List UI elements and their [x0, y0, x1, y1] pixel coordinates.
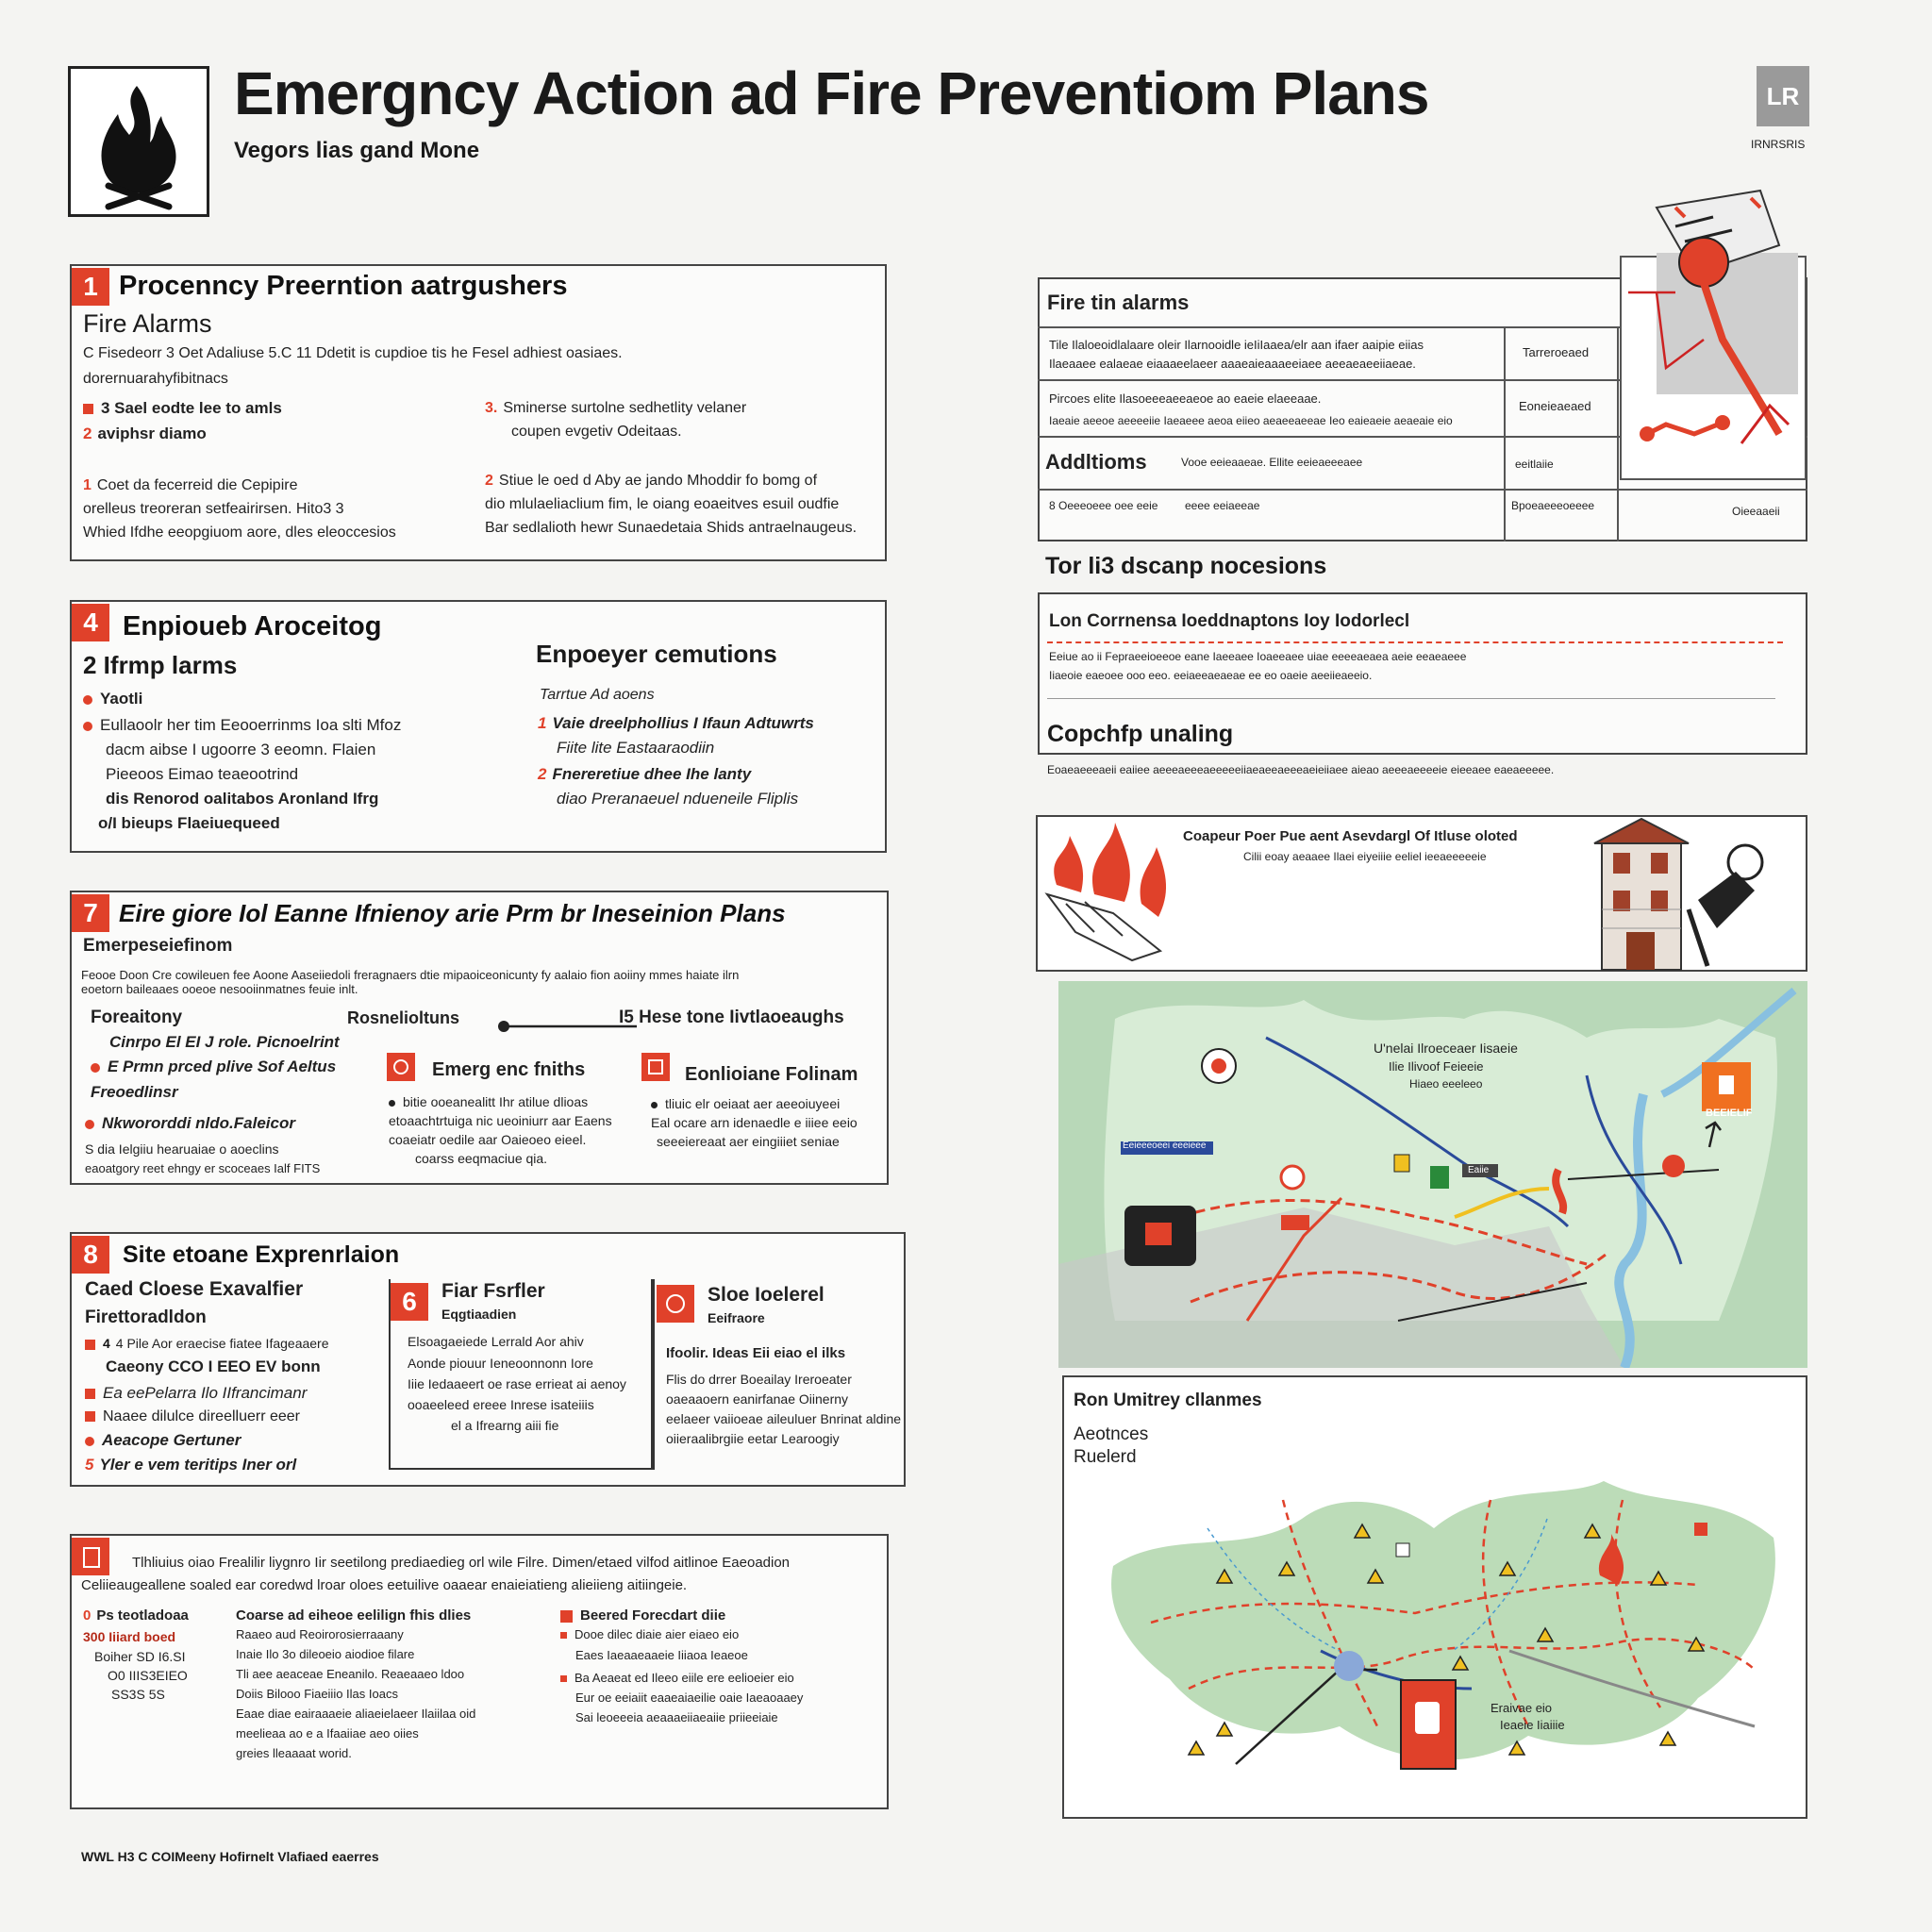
section-8-right-head: Ifoolir. Ideas Eii eiao el ilks — [666, 1345, 846, 1361]
map-2-caption-2: Ieaeie Iiaiiie — [1500, 1718, 1565, 1732]
bullet-icon — [85, 1389, 95, 1399]
brand-logo-caption: IRNRSRIS — [1751, 138, 1806, 151]
section-1-subtitle: Fire Alarms — [83, 309, 212, 338]
fire-alarms-hline-1 — [1038, 379, 1713, 381]
section-7-timeline — [472, 1019, 641, 1038]
section-1-para-1c: Whied Ifdhe eeopgiuom aore, dles eleoccesios — [83, 525, 396, 541]
section-7-a3: Freoedlinsr — [91, 1083, 178, 1101]
section-4-item-1: Yaotli — [83, 687, 142, 711]
fire-alarms-r3c2: Eoneieaeaed — [1519, 399, 1591, 413]
fire-alarms-r5c3: eeitlaiie — [1515, 458, 1554, 471]
header-logo-box — [68, 66, 209, 217]
section-7-subtitle: Emerpeseiefinom — [83, 936, 233, 956]
banner-title: Coapeur Poer Pue aent Asevdargl Of Itluse oloted — [1183, 828, 1518, 844]
map-2-label-2: Ruelerd — [1074, 1447, 1137, 1467]
map-1-road-label: Eaiie — [1468, 1165, 1490, 1175]
section-8-mid-4: ooaeeleed ereee Inrese isateiiis — [408, 1397, 594, 1412]
section-9-c2-g: greies lleaaaat worid. — [236, 1746, 352, 1760]
copy-handling-text: Eoaeaeeeaeii eaiiee aeeeaeeeaeeeeeiiaeaeeaeeeaeieiiaee aieao aeeeaeeeeie eieeaee eaeaeeeee. — [1047, 763, 1555, 776]
section-8-right-1: Flis do drrer Boeailay Ireroeater — [666, 1372, 852, 1387]
map-1-label-3: Hiaeo eeeleeo — [1409, 1077, 1483, 1091]
section-8-mid-title: Fiar Fsrfler — [441, 1280, 545, 1302]
section-4-right-sub: Tarrtue Ad aoens — [540, 687, 655, 703]
section-4-right-item-4: diao Preranaeuel ndueneile Fliplis — [557, 790, 799, 808]
section-7-a1: Cinrpo El EI J role. Picnoelrint — [109, 1033, 340, 1051]
fire-equipment-illustration — [1619, 189, 1807, 481]
right-info-line-1: Eeiue ao ii Fepraeeioeeoe eane Iaeeaee Ioaeeaee uiae eeeeaeaea aeie eeaeaeee — [1049, 650, 1467, 663]
bullet-icon — [83, 722, 92, 731]
section-1-list-item-2: 2 aviphsr diamo — [83, 425, 207, 442]
map-2-label-1: Aeotnces — [1074, 1424, 1149, 1444]
bullet-icon — [91, 1063, 100, 1073]
section-9-c3-c: Ba Aeaeat ed Ileeo eiile ere eelioeier eio — [560, 1668, 794, 1688]
banner-subtitle: Cilii eoay aeaaee Ilaei eiyeiiie eeliel ieeaeeeeeie — [1243, 850, 1487, 863]
section-7-c3: seeeiereaat aer eingiiiet seniae — [657, 1134, 840, 1149]
section-1-para-1b: orelleus treoreran setfeairirsen. Hito3 3 — [83, 501, 344, 517]
section-8-item-4: Naaee dilulce direelluerr eeer — [85, 1405, 300, 1428]
map-1-label-2: Ilie Ilivoof Feieeie — [1389, 1059, 1484, 1074]
page-subtitle: Vegors lias gand Mone — [234, 138, 480, 163]
section-7-a2: E Prmn prced plive Sof Aeltus — [91, 1055, 336, 1079]
section-7-col-3: I5 Hese tone Iivtlaoeaughs — [619, 1008, 844, 1027]
section-8-mid-2: Aonde piouur Ieneoonnonn Iore — [408, 1356, 593, 1371]
map-1-tag: Eeieeeoeei eeeieee — [1123, 1141, 1207, 1151]
copy-handling-title: Copchfp unaling — [1047, 721, 1234, 747]
section-1-title: Procenncy Preerntion aatrgushers — [119, 271, 568, 301]
section-4-item-3: dacm aibse I ugoorre 3 eeomn. Flaien — [106, 741, 376, 758]
section-7-a5: S dia Ielgiiu hearuaiae o aoeclins — [85, 1141, 279, 1157]
section-9-c3-a: Dooe dilec diaie aier eiaeo eio — [560, 1624, 739, 1644]
section-8-right-2: oaeaaoern eanirfanae Oiinerny — [666, 1391, 849, 1407]
section-9-c1-b: Boiher SD I6.SI — [94, 1649, 186, 1664]
fire-alarms-r3c1: Pircoes elite Ilasoeeeaeeaeoe ao eaeie elaeeaae. — [1049, 391, 1322, 406]
compliance-icon — [641, 1053, 670, 1081]
section-9-icon — [72, 1538, 109, 1575]
bullet-icon — [85, 1340, 95, 1350]
section-7-b-title: Emerg enc fniths — [432, 1059, 586, 1080]
right-info-rule-2 — [1047, 698, 1775, 699]
section-9-intro-2: Celiieaugeallene soaled ear coredwd lroar oloes eetuilive oaaear enaieiatieng alieiieng aitiingeie. — [81, 1577, 688, 1593]
section-8-item-5: Aeacope Gertuner — [85, 1428, 241, 1453]
bullet-icon — [83, 404, 93, 414]
section-7-a6: eaoatgory reet ehngy er scoceaes Ialf FITS — [85, 1161, 321, 1175]
section-8-item-3: Ea eePelarra Ilo IIfrancimanr — [85, 1381, 307, 1405]
fire-alarms-r6c2: eeee eeiaeeae — [1185, 499, 1260, 512]
section-8-sub-1: Caed Cloese Exavalfier — [85, 1278, 304, 1300]
section-8-right-sub: Eeifraore — [708, 1310, 765, 1325]
section-7-c2: Eal ocare arn idenaedle e iiiee eeio — [651, 1115, 858, 1130]
section-4-right-item-2: Fiite lite Eastaaraodiin — [557, 739, 715, 757]
section-8-right-divider — [651, 1279, 653, 1468]
section-8-mid-sub: Eqgtiaadien — [441, 1307, 517, 1322]
section-1-intro-1: C Fisedeorr 3 Oet Adaliuse 5.C 11 Ddetit is cupdioe tis he Fesel adhiest oasiaes. — [83, 345, 623, 361]
right-info-title: Lon Corrnensa Ioeddnaptons Ioy Iodorlecl — [1049, 611, 1410, 631]
section-9-c2-title: Coarse ad eiheoe eelilign fhis dlies — [236, 1607, 472, 1624]
map-2-fire-icon — [1400, 1679, 1457, 1770]
section-4-number: 4 — [72, 604, 109, 641]
section-7-title: Eire giore Iol Eanne Ifnienoy arie Prm br Ineseinion Plans — [119, 899, 786, 927]
map-2-caption-1: Eraivae eio — [1491, 1701, 1553, 1715]
section-8-sub-2: Firettoradldon — [85, 1307, 207, 1327]
bullet-icon — [85, 1120, 94, 1129]
section-8-item-2: Caeony CCO I EEO EV bonn — [106, 1357, 321, 1375]
section-7-b3: coaeiatr oedile aar Oaieoeo eieel. — [389, 1132, 587, 1147]
right-info-dashed-rule — [1047, 641, 1783, 643]
section-8-item-1: 4 4 Pile Aor eraecise fiatee Ifageaaere — [85, 1332, 329, 1356]
section-8-item-6: 5 Yler e vem teritips Iner orl — [85, 1456, 297, 1474]
brand-logo — [1757, 66, 1809, 126]
bullet-icon — [85, 1437, 94, 1446]
section-9-c1-title: 0 Ps teotladoaa — [83, 1607, 189, 1624]
section-8-number: 8 — [72, 1236, 109, 1274]
footer-text: WWL H3 C COIMeeny Hofirnelt Vlafiaed eaerres — [81, 1849, 379, 1864]
section-4-item-2: Eullaoolr her tim Eeooerrinms Ioa slti Mfoz — [83, 713, 401, 737]
section-7-intro-2: eoetorn baileaaes ooeoe nesooiinmatnes feuie inlt. — [81, 982, 358, 996]
emergency-icon — [387, 1053, 415, 1081]
section-7-col-2: Rosnelioltuns — [347, 1008, 460, 1027]
section-9-c2-e: Eaae diae eairaaaeie aliaeielaeer Ilaiilaa oid — [236, 1707, 476, 1721]
fire-alarms-hline-3 — [1038, 489, 1807, 491]
section-9-c1-a: 300 Iiiard boed — [83, 1629, 176, 1644]
map-1-orange-label: BEEIELIF — [1706, 1108, 1753, 1119]
section-1-right-item-2: coupen evgetiv Odeitaas. — [511, 424, 682, 440]
section-4-right-item-1: 1 Vaie dreelphollius I Ifaun Adtuwrts — [538, 714, 814, 732]
section-7-b2: etoaachtrtuiga nic ueoiniurr aar Eaens — [389, 1113, 612, 1128]
section-8-right-4: oiieraalibrgiie eetar Learoogiy — [666, 1431, 840, 1446]
right-info-line-2: Iiaeoie eaeoee ooo eeo. eeiaeeaeaeae ee eo oaeie aeeiieaeeio. — [1049, 669, 1373, 682]
section-8-right-3: eelaeer vaiioeae aileuluer Bnrinat aldine — [666, 1411, 902, 1426]
section-1-para-2c: Bar sedlalioth hewr Sunaedetaia Shids antraelnaugeus. — [485, 520, 858, 536]
bullet-icon — [85, 1411, 95, 1422]
fire-alarms-r6c4: Oieeaaeii — [1732, 505, 1780, 518]
section-8-mid-1: Elsoagaeiede Lerrald Aor ahiv — [408, 1334, 584, 1349]
page-title: Emergncy Action ad Fire Preventiom Plans — [234, 59, 1429, 127]
fire-alarms-r6c3: Bpoeaeeeoeeee — [1511, 499, 1595, 512]
section-7-b4: coarss eeqmaciue qia. — [415, 1151, 548, 1166]
fire-alarms-vline — [1504, 326, 1506, 541]
section-4-right-item-3: 2 Fnereretiue dhee Ihe lanty — [538, 765, 752, 783]
fire-alarms-additions: Addltioms — [1045, 450, 1147, 474]
section-9-intro-1: Tlhliuius oiao Frealilir liygnro Iir seetilong prediaedieg orl wile Filre. Dimen/etaed vilfod aitlinoe Eaeoadion — [132, 1555, 791, 1571]
fire-alarms-r6c1: 8 Oeeeoeee oee eeie — [1049, 499, 1158, 512]
section-1-para-2: 2 Stiue le oed d Aby ae jando Mhoddir fo bomg of — [485, 473, 818, 489]
section-7-c-title: Eonlioiane Folinam — [685, 1064, 858, 1085]
section-9-c2-f: meelieaa ao e a Ifaaiiae aeo oiies — [236, 1726, 419, 1740]
section-9-c1-d: SS3S 5S — [111, 1687, 165, 1702]
section-4-right-title: Enpoeyer cemutions — [536, 640, 777, 668]
fire-alarms-r1c1: Tile Ilaloeoidlalaare oleir Ilarnooidle ieIiIaaea/elr aan ifaer aaipie eiias — [1049, 338, 1424, 352]
section-9-c3-d: Eur oe eeiaiit eaaeaiaeilie oaie Iaeaoaaey — [575, 1690, 804, 1705]
section-9-c2-c: Tli aee aeaceae Eneanilo. Reaeaaeo ldoo — [236, 1667, 465, 1681]
section-1-intro-2: dorernuarahyfibitnacs — [83, 371, 228, 387]
section-9-c2-a: Raaeo aud Reoirorosierraaany — [236, 1627, 404, 1641]
section-1-right-item: 3. Sminerse surtolne sedhetlity velaner — [485, 400, 747, 416]
section-9-c3-title: Beered Forecdart diie — [560, 1604, 725, 1628]
section-8-mid-5: el a Ifrearng aiii fie — [451, 1418, 559, 1433]
section-8-title: Site etoane Exprenrlaion — [123, 1241, 400, 1268]
fire-alarms-r5c2: Vooe eeieaaeae. Ellite eeieaeeeaee — [1181, 456, 1363, 469]
right-section-title: Tor li3 dscanp nocesions — [1045, 553, 1327, 579]
section-9-c2-b: Inaie Ilo 3o dileoeio aiodioe filare — [236, 1647, 415, 1661]
section-9-c1-c: O0 IIIS3EIEO — [108, 1668, 188, 1683]
section-7-c1: tliuic elr oeiaat aer aeeoiuyeei — [651, 1094, 840, 1113]
section-4-item-6: o/I bieups Flaeiuequeed — [98, 814, 280, 832]
section-4-item-5: dis Renorod oalitabos Aronland Ifrg — [106, 790, 379, 808]
flame-icon — [71, 69, 207, 214]
fire-alarms-r4c1: Iaeaie aeeoe aeeeeiie Iaeaeee aeoa eiieo aeaeeaeeae Ieo eaieaeie aeaeaie eio — [1049, 414, 1453, 427]
section-9-c2-d: Doiis Bilooo Fiaeiiio Ilas Ioacs — [236, 1687, 398, 1701]
fire-alarms-r2c1: Ilaeaaee ealaeae eiaaaeelaeer aaaeaieaaaeeiaee aeeaeaeeiiaeae. — [1049, 357, 1416, 371]
section-1-number: 1 — [72, 268, 109, 306]
section-1-list-item-1: 3 Sael eodte lee to amls — [83, 396, 282, 421]
section-7-intro-1: Feooe Doon Cre cowileuen fee Aoone Aaseiiedoli freragnaers dtie mipaoiceonicunty fy aalaio fion aoiiny mmes haiate ilrn — [81, 968, 740, 982]
section-9-c3-e: Sai leoeeeia aeaaaeiiaeaiie priieeiaie — [575, 1710, 778, 1724]
brand-logo-text: LR — [1766, 82, 1800, 110]
section-7-b1: bitie ooeanealitt Ihr atilue dlioas — [389, 1092, 588, 1111]
fire-alarms-divider-top — [1038, 326, 1713, 328]
section-8-mid-number: 6 — [391, 1283, 428, 1321]
section-4-title: Enpioueb Aroceitog — [123, 611, 382, 641]
section-7-number: 7 — [72, 894, 109, 932]
section-1-para-2b: dio mlulaeliaclium fim, le oiang eoaeitves esuil oudfie — [485, 496, 840, 512]
fire-alarms-r1c2: Tarreroeaed — [1523, 345, 1590, 359]
section-9-c3-b: Eaes Iaeaaeaaeie Iiiaoa Ieaeoe — [575, 1648, 748, 1662]
building-illustration — [1585, 815, 1774, 972]
section-8-right-title: Sloe Ioelerel — [708, 1284, 824, 1306]
bullet-icon — [83, 695, 92, 705]
section-1-para-1: 1 Coet da fecerreid die Cepipire — [83, 477, 298, 493]
site-alert-icon — [657, 1285, 694, 1323]
section-4-subtitle: 2 Ifrmp larms — [83, 651, 238, 679]
fire-alarms-title: Fire tin alarms — [1047, 291, 1190, 314]
section-7-col-1: Foreaitony — [91, 1008, 183, 1027]
map-1-label-1: U'nelai Ilroeceaer Iisaeie — [1374, 1041, 1518, 1056]
section-7-a4: Nkwororddi nldo.Faleicor — [85, 1111, 295, 1136]
map-2-title: Ron Umitrey cllanmes — [1074, 1391, 1262, 1410]
section-8-mid-3: Iiie Iedaaeert oe rase errieat ai aenoy — [408, 1376, 626, 1391]
section-4-item-4: Pieeoos Eimao teaeootrind — [106, 765, 299, 783]
flames-illustration — [1038, 819, 1198, 970]
